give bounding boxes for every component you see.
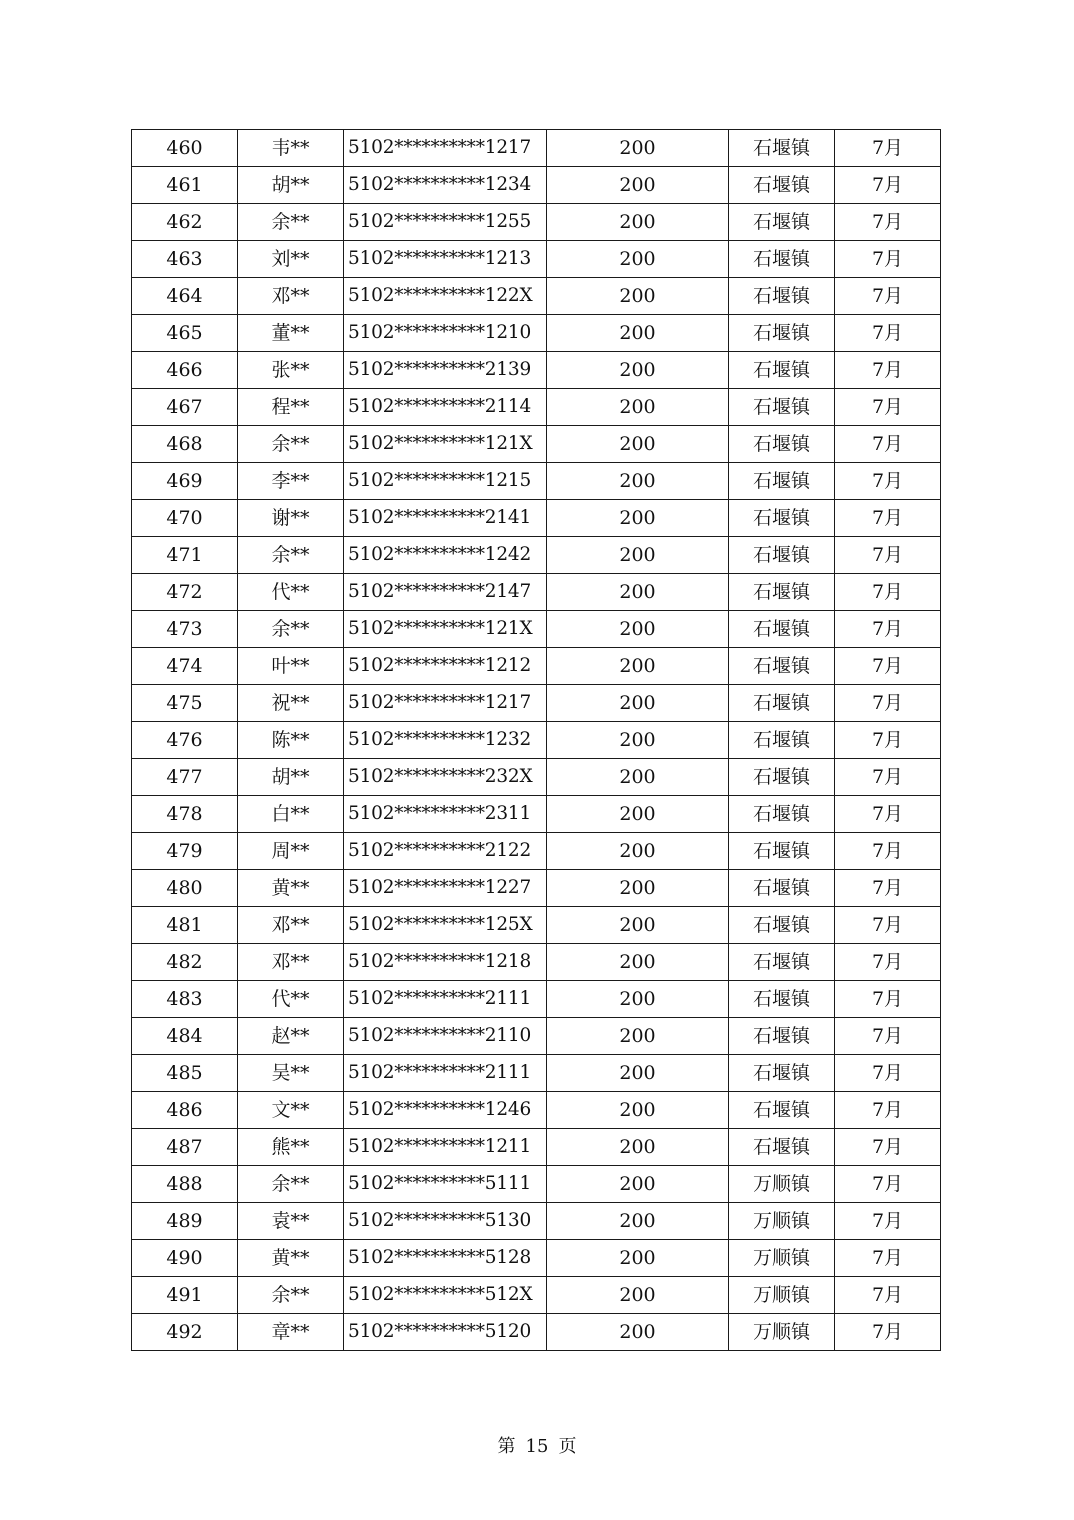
month-cell: 7月 bbox=[835, 574, 941, 611]
id-number-cell: 5102**********2111 bbox=[344, 981, 547, 1018]
town-cell: 石堰镇 bbox=[729, 315, 835, 352]
table-row bbox=[132, 315, 941, 352]
amount-cell: 200 bbox=[547, 537, 729, 574]
table-row bbox=[132, 1203, 941, 1240]
table-row bbox=[132, 1166, 941, 1203]
month-cell: 7月 bbox=[835, 1018, 941, 1055]
serial-number-cell: 479 bbox=[132, 833, 238, 870]
name-cell: 文** bbox=[238, 1092, 344, 1129]
town-cell: 万顺镇 bbox=[729, 1314, 835, 1351]
month-cell: 7月 bbox=[835, 1203, 941, 1240]
amount-cell: 200 bbox=[547, 796, 729, 833]
serial-number-cell: 480 bbox=[132, 870, 238, 907]
id-number-cell: 5102**********1217 bbox=[344, 130, 547, 167]
town-cell: 万顺镇 bbox=[729, 1277, 835, 1314]
table-row bbox=[132, 463, 941, 500]
table-row bbox=[132, 130, 941, 167]
id-number-cell: 5102**********5130 bbox=[344, 1203, 547, 1240]
town-cell: 石堰镇 bbox=[729, 574, 835, 611]
amount-cell: 200 bbox=[547, 1055, 729, 1092]
table-row bbox=[132, 722, 941, 759]
id-number-cell: 5102**********2122 bbox=[344, 833, 547, 870]
amount-cell: 200 bbox=[547, 1166, 729, 1203]
amount-cell: 200 bbox=[547, 500, 729, 537]
serial-number-cell: 473 bbox=[132, 611, 238, 648]
serial-number-cell: 485 bbox=[132, 1055, 238, 1092]
id-number-cell: 5102**********2139 bbox=[344, 352, 547, 389]
table-row bbox=[132, 833, 941, 870]
month-cell: 7月 bbox=[835, 685, 941, 722]
serial-number-cell: 491 bbox=[132, 1277, 238, 1314]
id-number-cell: 5102**********1211 bbox=[344, 1129, 547, 1166]
name-cell: 余** bbox=[238, 1277, 344, 1314]
month-cell: 7月 bbox=[835, 463, 941, 500]
town-cell: 石堰镇 bbox=[729, 500, 835, 537]
serial-number-cell: 490 bbox=[132, 1240, 238, 1277]
serial-number-cell: 476 bbox=[132, 722, 238, 759]
amount-cell: 200 bbox=[547, 1092, 729, 1129]
id-number-cell: 5102**********5128 bbox=[344, 1240, 547, 1277]
name-cell: 邓** bbox=[238, 278, 344, 315]
month-cell: 7月 bbox=[835, 1277, 941, 1314]
id-number-cell: 5102**********121X bbox=[344, 611, 547, 648]
month-cell: 7月 bbox=[835, 981, 941, 1018]
id-number-cell: 5102**********1232 bbox=[344, 722, 547, 759]
id-number-cell: 5102**********1213 bbox=[344, 241, 547, 278]
town-cell: 石堰镇 bbox=[729, 1129, 835, 1166]
table-row bbox=[132, 1018, 941, 1055]
id-number-cell: 5102**********1234 bbox=[344, 167, 547, 204]
town-cell: 石堰镇 bbox=[729, 130, 835, 167]
id-number-cell: 5102**********512X bbox=[344, 1277, 547, 1314]
id-number-cell: 5102**********1255 bbox=[344, 204, 547, 241]
town-cell: 石堰镇 bbox=[729, 167, 835, 204]
table-row bbox=[132, 426, 941, 463]
table-row bbox=[132, 759, 941, 796]
amount-cell: 200 bbox=[547, 685, 729, 722]
town-cell: 石堰镇 bbox=[729, 1018, 835, 1055]
id-number-cell: 5102**********1217 bbox=[344, 685, 547, 722]
id-number-cell: 5102**********2114 bbox=[344, 389, 547, 426]
name-cell: 章** bbox=[238, 1314, 344, 1351]
amount-cell: 200 bbox=[547, 426, 729, 463]
table-row bbox=[132, 1277, 941, 1314]
serial-number-cell: 470 bbox=[132, 500, 238, 537]
id-number-cell: 5102**********232X bbox=[344, 759, 547, 796]
table-row bbox=[132, 981, 941, 1018]
month-cell: 7月 bbox=[835, 1129, 941, 1166]
id-number-cell: 5102**********2141 bbox=[344, 500, 547, 537]
month-cell: 7月 bbox=[835, 1314, 941, 1351]
month-cell: 7月 bbox=[835, 389, 941, 426]
month-cell: 7月 bbox=[835, 796, 941, 833]
serial-number-cell: 474 bbox=[132, 648, 238, 685]
town-cell: 万顺镇 bbox=[729, 1203, 835, 1240]
name-cell: 刘** bbox=[238, 241, 344, 278]
serial-number-cell: 487 bbox=[132, 1129, 238, 1166]
town-cell: 石堰镇 bbox=[729, 1092, 835, 1129]
month-cell: 7月 bbox=[835, 759, 941, 796]
amount-cell: 200 bbox=[547, 574, 729, 611]
table-row bbox=[132, 1055, 941, 1092]
town-cell: 石堰镇 bbox=[729, 722, 835, 759]
amount-cell: 200 bbox=[547, 722, 729, 759]
month-cell: 7月 bbox=[835, 1166, 941, 1203]
town-cell: 石堰镇 bbox=[729, 463, 835, 500]
name-cell: 余** bbox=[238, 1166, 344, 1203]
table-row bbox=[132, 1240, 941, 1277]
town-cell: 石堰镇 bbox=[729, 685, 835, 722]
name-cell: 袁** bbox=[238, 1203, 344, 1240]
name-cell: 胡** bbox=[238, 759, 344, 796]
town-cell: 石堰镇 bbox=[729, 241, 835, 278]
town-cell: 石堰镇 bbox=[729, 204, 835, 241]
serial-number-cell: 472 bbox=[132, 574, 238, 611]
name-cell: 周** bbox=[238, 833, 344, 870]
month-cell: 7月 bbox=[835, 204, 941, 241]
id-number-cell: 5102**********2110 bbox=[344, 1018, 547, 1055]
serial-number-cell: 492 bbox=[132, 1314, 238, 1351]
name-cell: 叶** bbox=[238, 648, 344, 685]
serial-number-cell: 465 bbox=[132, 315, 238, 352]
amount-cell: 200 bbox=[547, 759, 729, 796]
id-number-cell: 5102**********2111 bbox=[344, 1055, 547, 1092]
id-number-cell: 5102**********5111 bbox=[344, 1166, 547, 1203]
page-footer bbox=[0, 1432, 1074, 1458]
town-cell: 石堰镇 bbox=[729, 537, 835, 574]
name-cell: 程** bbox=[238, 389, 344, 426]
amount-cell: 200 bbox=[547, 463, 729, 500]
name-cell: 代** bbox=[238, 574, 344, 611]
id-number-cell: 5102**********121X bbox=[344, 426, 547, 463]
table-row bbox=[132, 278, 941, 315]
amount-cell: 200 bbox=[547, 130, 729, 167]
name-cell: 张** bbox=[238, 352, 344, 389]
serial-number-cell: 486 bbox=[132, 1092, 238, 1129]
town-cell: 石堰镇 bbox=[729, 426, 835, 463]
page-number: 15 bbox=[525, 1436, 549, 1457]
name-cell: 白** bbox=[238, 796, 344, 833]
town-cell: 石堰镇 bbox=[729, 796, 835, 833]
town-cell: 石堰镇 bbox=[729, 611, 835, 648]
month-cell: 7月 bbox=[835, 278, 941, 315]
amount-cell: 200 bbox=[547, 611, 729, 648]
table-row bbox=[132, 685, 941, 722]
table-row bbox=[132, 796, 941, 833]
id-number-cell: 5102**********1246 bbox=[344, 1092, 547, 1129]
id-number-cell: 5102**********122X bbox=[344, 278, 547, 315]
month-cell: 7月 bbox=[835, 352, 941, 389]
table-row bbox=[132, 389, 941, 426]
amount-cell: 200 bbox=[547, 1203, 729, 1240]
amount-cell: 200 bbox=[547, 981, 729, 1018]
serial-number-cell: 469 bbox=[132, 463, 238, 500]
id-number-cell: 5102**********1227 bbox=[344, 870, 547, 907]
data-table bbox=[131, 129, 941, 1351]
town-cell: 石堰镇 bbox=[729, 352, 835, 389]
id-number-cell: 5102**********5120 bbox=[344, 1314, 547, 1351]
table-row bbox=[132, 500, 941, 537]
name-cell: 黄** bbox=[238, 1240, 344, 1277]
amount-cell: 200 bbox=[547, 907, 729, 944]
table-row bbox=[132, 204, 941, 241]
town-cell: 石堰镇 bbox=[729, 759, 835, 796]
amount-cell: 200 bbox=[547, 278, 729, 315]
town-cell: 石堰镇 bbox=[729, 648, 835, 685]
amount-cell: 200 bbox=[547, 944, 729, 981]
name-cell: 熊** bbox=[238, 1129, 344, 1166]
name-cell: 邓** bbox=[238, 944, 344, 981]
month-cell: 7月 bbox=[835, 907, 941, 944]
month-cell: 7月 bbox=[835, 611, 941, 648]
id-number-cell: 5102**********1218 bbox=[344, 944, 547, 981]
amount-cell: 200 bbox=[547, 241, 729, 278]
name-cell: 余** bbox=[238, 204, 344, 241]
amount-cell: 200 bbox=[547, 1314, 729, 1351]
name-cell: 韦** bbox=[238, 130, 344, 167]
serial-number-cell: 475 bbox=[132, 685, 238, 722]
name-cell: 余** bbox=[238, 611, 344, 648]
table-row bbox=[132, 537, 941, 574]
amount-cell: 200 bbox=[547, 870, 729, 907]
amount-cell: 200 bbox=[547, 1240, 729, 1277]
serial-number-cell: 468 bbox=[132, 426, 238, 463]
amount-cell: 200 bbox=[547, 833, 729, 870]
id-number-cell: 5102**********1215 bbox=[344, 463, 547, 500]
table-row bbox=[132, 648, 941, 685]
month-cell: 7月 bbox=[835, 648, 941, 685]
month-cell: 7月 bbox=[835, 500, 941, 537]
serial-number-cell: 489 bbox=[132, 1203, 238, 1240]
month-cell: 7月 bbox=[835, 944, 941, 981]
table-row bbox=[132, 167, 941, 204]
month-cell: 7月 bbox=[835, 1240, 941, 1277]
footer-suffix: 页 bbox=[558, 1436, 577, 1457]
table-row bbox=[132, 870, 941, 907]
month-cell: 7月 bbox=[835, 167, 941, 204]
month-cell: 7月 bbox=[835, 722, 941, 759]
amount-cell: 200 bbox=[547, 648, 729, 685]
name-cell: 余** bbox=[238, 537, 344, 574]
name-cell: 余** bbox=[238, 426, 344, 463]
id-number-cell: 5102**********125X bbox=[344, 907, 547, 944]
month-cell: 7月 bbox=[835, 870, 941, 907]
amount-cell: 200 bbox=[547, 315, 729, 352]
town-cell: 石堰镇 bbox=[729, 833, 835, 870]
id-number-cell: 5102**********2311 bbox=[344, 796, 547, 833]
amount-cell: 200 bbox=[547, 204, 729, 241]
serial-number-cell: 461 bbox=[132, 167, 238, 204]
month-cell: 7月 bbox=[835, 537, 941, 574]
town-cell: 石堰镇 bbox=[729, 870, 835, 907]
month-cell: 7月 bbox=[835, 130, 941, 167]
month-cell: 7月 bbox=[835, 833, 941, 870]
name-cell: 胡** bbox=[238, 167, 344, 204]
name-cell: 董** bbox=[238, 315, 344, 352]
serial-number-cell: 483 bbox=[132, 981, 238, 1018]
amount-cell: 200 bbox=[547, 1129, 729, 1166]
serial-number-cell: 488 bbox=[132, 1166, 238, 1203]
serial-number-cell: 463 bbox=[132, 241, 238, 278]
table-row bbox=[132, 574, 941, 611]
town-cell: 石堰镇 bbox=[729, 944, 835, 981]
table-row bbox=[132, 1129, 941, 1166]
table-row bbox=[132, 1314, 941, 1351]
town-cell: 石堰镇 bbox=[729, 1055, 835, 1092]
name-cell: 陈** bbox=[238, 722, 344, 759]
town-cell: 万顺镇 bbox=[729, 1240, 835, 1277]
serial-number-cell: 467 bbox=[132, 389, 238, 426]
name-cell: 黄** bbox=[238, 870, 344, 907]
town-cell: 石堰镇 bbox=[729, 278, 835, 315]
serial-number-cell: 481 bbox=[132, 907, 238, 944]
table-row bbox=[132, 944, 941, 981]
table-row bbox=[132, 352, 941, 389]
name-cell: 邓** bbox=[238, 907, 344, 944]
town-cell: 石堰镇 bbox=[729, 389, 835, 426]
town-cell: 石堰镇 bbox=[729, 981, 835, 1018]
month-cell: 7月 bbox=[835, 426, 941, 463]
name-cell: 代** bbox=[238, 981, 344, 1018]
month-cell: 7月 bbox=[835, 1092, 941, 1129]
serial-number-cell: 462 bbox=[132, 204, 238, 241]
town-cell: 石堰镇 bbox=[729, 907, 835, 944]
serial-number-cell: 482 bbox=[132, 944, 238, 981]
serial-number-cell: 477 bbox=[132, 759, 238, 796]
name-cell: 李** bbox=[238, 463, 344, 500]
town-cell: 万顺镇 bbox=[729, 1166, 835, 1203]
serial-number-cell: 460 bbox=[132, 130, 238, 167]
table-body bbox=[132, 130, 941, 1351]
table-row bbox=[132, 1092, 941, 1129]
table-row bbox=[132, 241, 941, 278]
serial-number-cell: 471 bbox=[132, 537, 238, 574]
table-row bbox=[132, 611, 941, 648]
month-cell: 7月 bbox=[835, 1055, 941, 1092]
name-cell: 祝** bbox=[238, 685, 344, 722]
amount-cell: 200 bbox=[547, 1277, 729, 1314]
id-number-cell: 5102**********1242 bbox=[344, 537, 547, 574]
serial-number-cell: 484 bbox=[132, 1018, 238, 1055]
footer-prefix: 第 bbox=[497, 1436, 516, 1457]
amount-cell: 200 bbox=[547, 1018, 729, 1055]
id-number-cell: 5102**********1212 bbox=[344, 648, 547, 685]
name-cell: 赵** bbox=[238, 1018, 344, 1055]
serial-number-cell: 478 bbox=[132, 796, 238, 833]
table-row bbox=[132, 907, 941, 944]
month-cell: 7月 bbox=[835, 315, 941, 352]
month-cell: 7月 bbox=[835, 241, 941, 278]
amount-cell: 200 bbox=[547, 167, 729, 204]
name-cell: 吴** bbox=[238, 1055, 344, 1092]
serial-number-cell: 466 bbox=[132, 352, 238, 389]
amount-cell: 200 bbox=[547, 389, 729, 426]
serial-number-cell: 464 bbox=[132, 278, 238, 315]
amount-cell: 200 bbox=[547, 352, 729, 389]
id-number-cell: 5102**********2147 bbox=[344, 574, 547, 611]
id-number-cell: 5102**********1210 bbox=[344, 315, 547, 352]
name-cell: 谢** bbox=[238, 500, 344, 537]
